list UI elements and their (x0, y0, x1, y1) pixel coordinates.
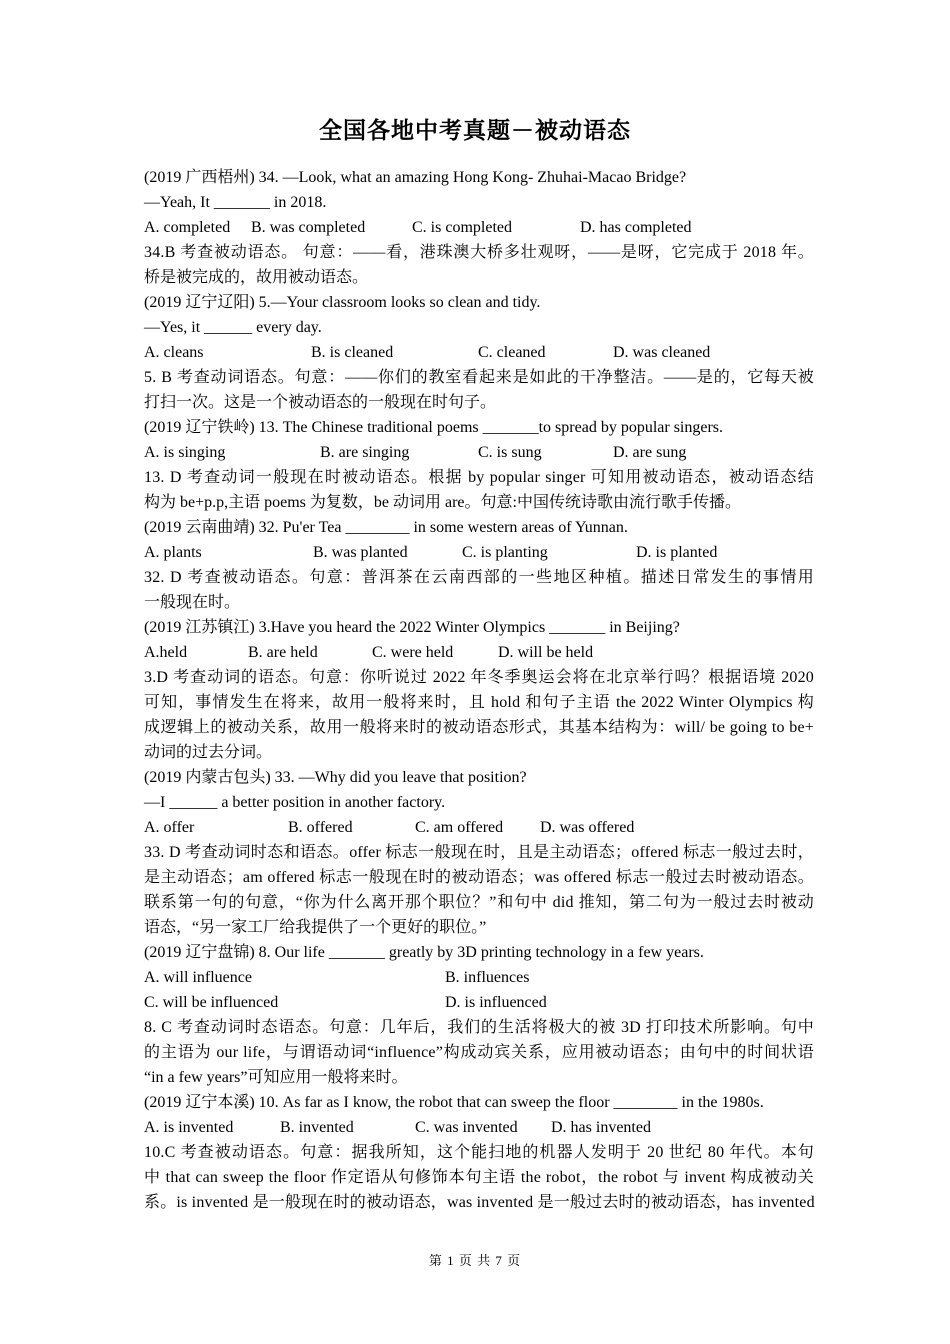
option-b: B. offered (288, 819, 353, 836)
question-line: (2019 江苏镇江) 3.Have you heard the 2022 Winter Olympics _______ in Beijing? (144, 619, 680, 636)
answer-line: 构为 be+p.p,主语 poems 为复数，be 动词用 are。句意:中国传统诗歌由流行歌手传播。 (144, 494, 741, 511)
option-a: A. will influence (144, 969, 252, 986)
question-line: (2019 辽宁本溪) 10. As far as I know, the robot that can sweep the floor ________ in the 1980s. (144, 1094, 764, 1111)
answer-line: 可知，事情发生在将来，故用一般将来时，且 hold 和句子主语 the 2022 Winter Olympics 构 (144, 694, 814, 711)
option-d: D. was cleaned (613, 344, 711, 361)
answer-line: 是主动语态；am offered 标志一般现在时的被动语态；was offered 标志一般过去时被动语态。 (144, 869, 814, 886)
answer-line: 打扫一次。这是一个被动语态的一般现在时句子。 (144, 394, 497, 411)
option-c: C. cleaned (478, 344, 546, 361)
answer-line: 3.D 考查动词的语态。句意：你听说过 2022 年冬季奥运会将在北京举行吗？根据语境 2020 (144, 669, 814, 686)
option-c: C. is planting (462, 544, 548, 561)
options-row (144, 641, 814, 665)
option-b: B. are held (248, 644, 318, 661)
answer-line: 32. D 考查被动语态。句意：普洱茶在云南西部的一些地区种植。描述日常发生的事情用 (144, 569, 814, 586)
answer-line: 系。is invented 是一般现在时的被动语态，was invented 是一般过去时的被动语态，has invented (144, 1194, 815, 1211)
option-b: B. was completed (251, 219, 366, 236)
option-b: B. was planted (313, 544, 408, 561)
option-c: C. was invented (415, 1119, 518, 1136)
options-row (144, 966, 814, 990)
options-row (144, 441, 814, 465)
option-d: D. has invented (551, 1119, 651, 1136)
option-c: C. am offered (415, 819, 504, 836)
answer-line: 成逻辑上的被动关系，故用一般将来时的被动语态形式，其基本结构为：will/ be going to be+ (144, 719, 814, 736)
option-a: A. cleans (144, 344, 204, 361)
question-line: —I ______ a better position in another factory. (144, 794, 446, 811)
answer-line: 34.B 考查被动语态。 句意：——看，港珠澳大桥多壮观呀，——是呀，它完成于 2018 年。 (144, 244, 814, 261)
answer-line: 动词的过去分词。 (144, 744, 273, 761)
option-c: C. is sung (478, 444, 542, 461)
option-d: D. has completed (580, 219, 692, 236)
option-d: D. is influenced (445, 994, 547, 1011)
option-c: C. is completed (412, 219, 512, 236)
answer-line: 联系第一句的句意，“你为什么离开那个职位？”和句中 did 推知，第二句为一般过去时被动 (144, 894, 814, 911)
option-c: C. were held (372, 644, 454, 661)
options-row (144, 991, 814, 1015)
answer-line: 10.C 考查被动语态。句意：据我所知，这个能扫地的机器人发明于 20 世纪 80 年代。本句 (144, 1144, 814, 1161)
answer-line: 桥是被完成的，故用被动语态。 (144, 269, 369, 286)
option-d: D. is planted (636, 544, 718, 561)
option-d: D. was offered (540, 819, 635, 836)
answer-line: “in a few years”可知应用一般将来时。 (144, 1069, 408, 1086)
option-a: A. completed (144, 219, 231, 236)
options-row (144, 216, 814, 240)
question-line: (2019 内蒙古包头) 33. —Why did you leave that position? (144, 769, 527, 786)
options-row (144, 816, 814, 840)
question-line: —Yeah, It _______ in 2018. (144, 194, 327, 211)
answer-line: 13. D 考查动词一般现在时被动语态。根据 by popular singer 可知用被动语态，被动语态结 (144, 469, 814, 486)
option-a: A. offer (144, 819, 195, 836)
page-title: 全国各地中考真题－被动语态 (319, 118, 631, 144)
answer-line: 中 that can sweep the floor 作定语从句修饰本句主语 the robot，the robot 与 invent 构成被动关 (144, 1169, 814, 1186)
option-d: D. will be held (498, 644, 594, 661)
option-b: B. invented (280, 1119, 354, 1136)
answer-line: 一般现在时。 (144, 594, 241, 611)
answer-line: 语态，“另一家工厂给我提供了一个更好的职位。” (144, 919, 487, 936)
question-line: (2019 辽宁铁岭) 13. The Chinese traditional poems _______to spread by popular singers. (144, 419, 724, 436)
option-a: A.held (144, 644, 188, 661)
question-line: (2019 广西梧州) 34. —Look, what an amazing Hong Kong- Zhuhai-Macao Bridge? (144, 169, 687, 186)
question-line: (2019 辽宁盘锦) 8. Our life _______ greatly by 3D printing technology in a few years. (144, 944, 704, 961)
option-b: B. influences (445, 969, 530, 986)
option-b: B. is cleaned (311, 344, 394, 361)
question-line: (2019 云南曲靖) 32. Pu'er Tea ________ in some western areas of Yunnan. (144, 519, 628, 536)
option-d: D. are sung (613, 444, 687, 461)
options-row (144, 1116, 814, 1140)
option-a: A. is invented (144, 1119, 234, 1136)
options-row (144, 541, 814, 565)
answer-line: 33. D 考查动词时态和语态。offer 标志一般现在时，且是主动语态；offered 标志一般过去时， (144, 844, 814, 861)
option-c: C. will be influenced (144, 994, 279, 1011)
question-line: —Yes, it ______ every day. (144, 319, 322, 336)
option-a: A. is singing (144, 444, 226, 461)
answer-line: 的主语为 our life，与谓语动词“influence”构成动宾关系，应用被动语态；由句中的时间状语 (144, 1044, 814, 1061)
option-b: B. are singing (320, 444, 410, 461)
answer-line: 5. B 考查动词语态。句意：——你们的教室看起来是如此的干净整洁。——是的，它每天被 (144, 369, 814, 386)
answer-line: 8. C 考查动词时态语态。句意：几年后，我们的生活将极大的被 3D 打印技术所影响。句中 (144, 1019, 814, 1036)
question-line: (2019 辽宁辽阳) 5.—Your classroom looks so clean and tidy. (144, 294, 541, 311)
page-footer: 第 1 页 共 7 页 (428, 1253, 522, 1268)
options-row (144, 341, 814, 365)
option-a: A. plants (144, 544, 202, 561)
